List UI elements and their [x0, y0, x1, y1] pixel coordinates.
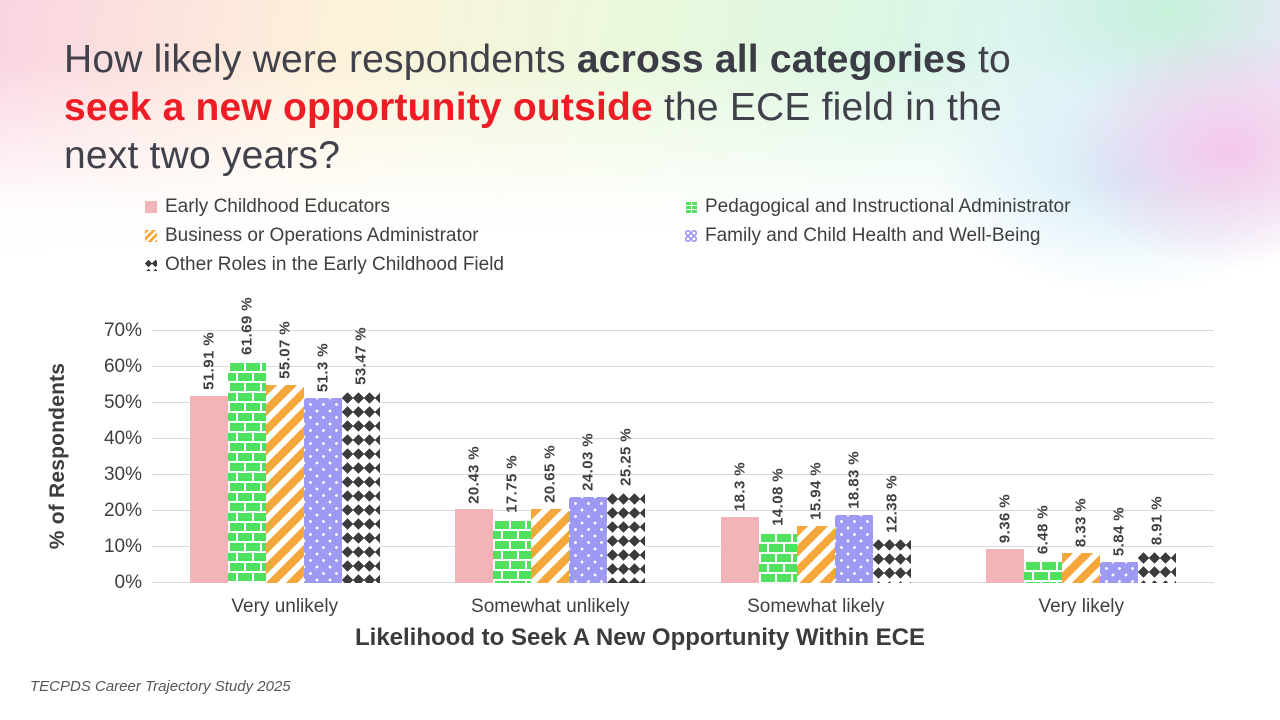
bar-value-label: 8.33 %	[1072, 497, 1090, 548]
bar-group	[152, 297, 418, 583]
footer-note: TECPDS Career Trajectory Study 2025	[30, 678, 291, 695]
bar-value-label: 53.47 %	[352, 326, 370, 385]
x-axis-title: Likelihood to Seek A New Opportunity Within ECE	[354, 624, 926, 651]
bar-value-label: 55.07 %	[276, 320, 294, 379]
bar-value-label: 12.38 %	[883, 474, 901, 533]
y-tick-label: 50%	[103, 392, 142, 413]
title-text-4: next two years?	[64, 133, 341, 177]
legend-swatch-orange-stripe-icon	[145, 230, 157, 242]
chart-legend	[145, 196, 1070, 276]
bar	[607, 428, 645, 583]
x-category-label: Very likely	[1038, 596, 1125, 617]
legend-swatch-green-brick-icon	[685, 201, 697, 213]
bar	[493, 455, 531, 583]
bar	[1138, 495, 1176, 583]
bar-groups	[152, 297, 1214, 583]
title-text-3: the ECE field in the	[652, 85, 1002, 129]
legend-item	[685, 196, 1070, 218]
bar-value-label: 8.91 %	[1148, 495, 1166, 545]
bar	[304, 343, 342, 583]
legend-label: Family and Child Health and Well-Being	[705, 225, 1041, 246]
bar	[569, 432, 607, 584]
plot-area	[103, 297, 1214, 593]
bar	[266, 320, 304, 583]
bar-value-label: 6.48 %	[1034, 504, 1052, 554]
bar-value-label: 51.91 %	[200, 332, 218, 391]
y-tick-label: 10%	[103, 536, 142, 557]
x-category-labels	[152, 596, 1214, 618]
bar	[835, 451, 873, 583]
bar-value-label: 5.84 %	[1110, 506, 1128, 556]
bar	[190, 332, 228, 583]
bar-group	[418, 331, 684, 583]
bar-value-label: 61.69 %	[238, 297, 256, 355]
bar-value-label: 9.36 %	[996, 494, 1014, 544]
legend-swatch-black-diamond-icon	[145, 259, 157, 271]
bar	[1100, 506, 1138, 583]
legend-item	[145, 196, 685, 218]
x-category-label: Somewhat unlikely	[471, 596, 630, 617]
y-axis-title: % of Respondents	[46, 362, 69, 550]
legend-item	[145, 254, 685, 276]
bar	[797, 461, 835, 583]
legend-label: Early Childhood Educators	[165, 196, 390, 217]
x-category-label: Very unlikely	[231, 596, 339, 617]
bar-group	[683, 331, 949, 583]
bar	[986, 494, 1024, 583]
y-tick-label: 40%	[103, 428, 142, 449]
title-emphasis-red: seek a new opportunity outside	[64, 85, 653, 129]
bar	[1024, 504, 1062, 583]
bar-value-label: 24.03 %	[579, 432, 597, 491]
bar	[531, 444, 569, 583]
title-text-1: How likely were respondents	[64, 38, 577, 81]
y-tick-label: 60%	[103, 356, 142, 377]
y-tick-label: 0%	[114, 572, 142, 593]
bar-value-label: 17.75 %	[503, 455, 521, 514]
y-tick-label: 30%	[103, 464, 142, 485]
bar-value-label: 20.65 %	[541, 444, 559, 503]
bar	[228, 297, 266, 583]
legend-swatch-purple-dot-icon	[685, 230, 697, 242]
page-title	[64, 36, 1239, 180]
bar-value-label: 18.3 %	[731, 462, 749, 512]
bar-group	[949, 331, 1215, 583]
bar-value-label: 51.3 %	[314, 343, 332, 393]
bar	[873, 474, 911, 583]
legend-label: Business or Operations Administrator	[165, 225, 479, 246]
legend-item	[685, 225, 1070, 247]
legend-swatch-solid-pink-icon	[145, 201, 157, 213]
bar-value-label: 20.43 %	[465, 445, 483, 504]
x-category-label: Somewhat likely	[747, 596, 885, 617]
bar-value-label: 15.94 %	[807, 461, 825, 520]
y-tick-label: 70%	[103, 320, 142, 341]
legend-item	[145, 225, 685, 247]
bar	[721, 462, 759, 583]
legend-label: Pedagogical and Instructional Administrator	[705, 196, 1071, 217]
y-tick-label: 20%	[103, 500, 142, 521]
title-text-2: to	[966, 38, 1011, 81]
bar	[759, 468, 797, 583]
legend-label: Other Roles in the Early Childhood Field	[165, 254, 505, 275]
bar	[455, 445, 493, 583]
bar-value-label: 25.25 %	[617, 428, 635, 487]
bar	[342, 326, 380, 583]
title-emphasis-dark: across all categories	[576, 38, 967, 81]
bar-value-label: 18.83 %	[845, 451, 863, 510]
bar	[1062, 497, 1100, 583]
bar-value-label: 14.08 %	[769, 468, 787, 527]
